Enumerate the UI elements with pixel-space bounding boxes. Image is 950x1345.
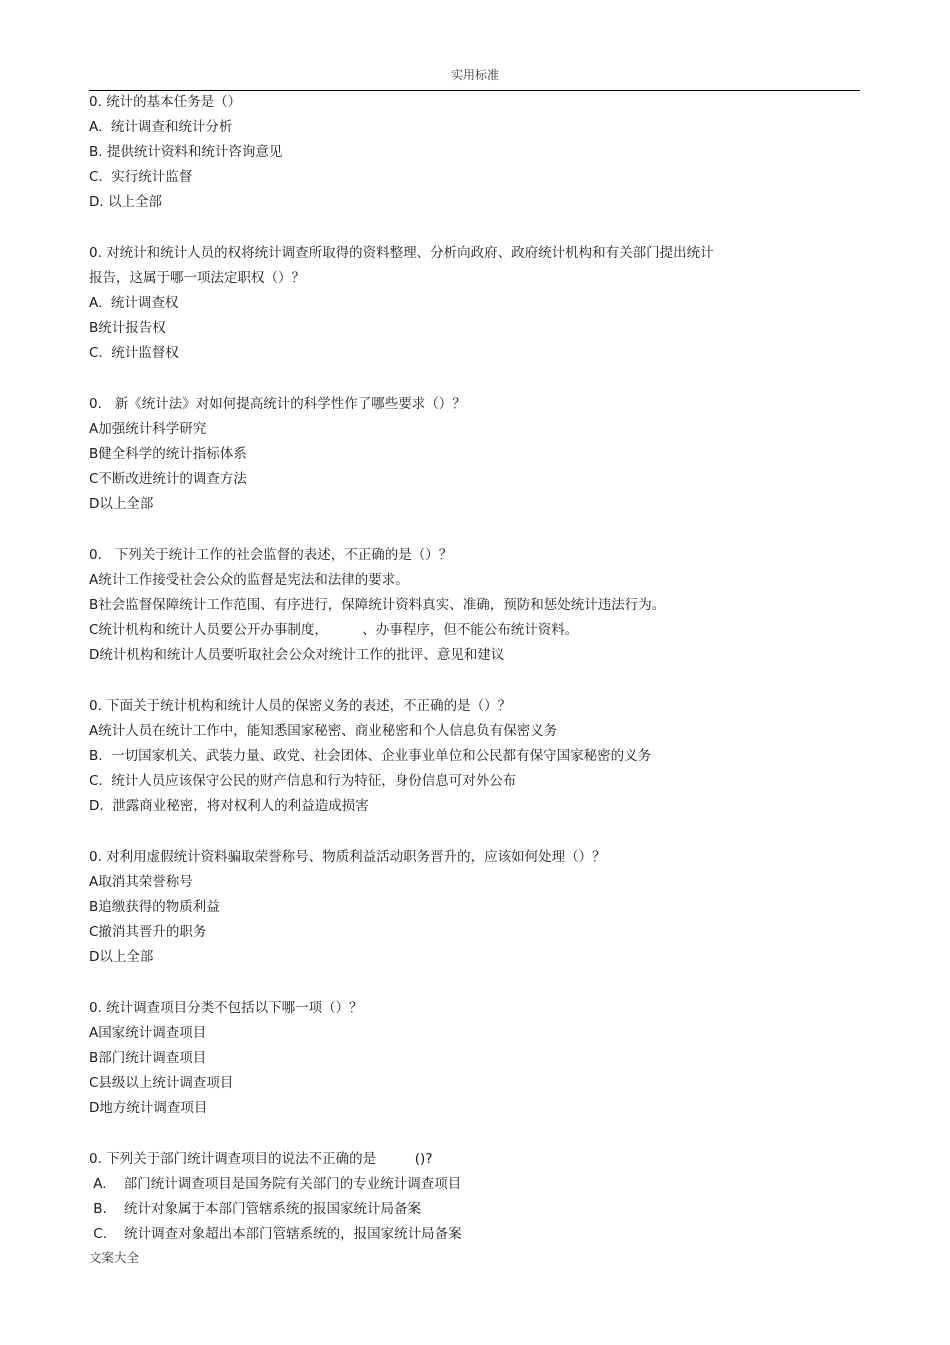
option-d: D. 以上全部	[89, 194, 162, 210]
question-4	[89, 543, 860, 668]
option-a: A国家统计调查项目	[89, 1025, 207, 1041]
option-b: B追缴获得的物质利益	[89, 899, 220, 915]
question-5	[89, 694, 860, 819]
option-b: B社会监督保障统计工作范围、有序进行，保障统计资料真实、准确，预防和惩处统计违法行为。	[89, 597, 666, 613]
option-b: B部门统计调查项目	[89, 1050, 207, 1066]
page-header: 实用标准	[450, 68, 499, 82]
option-a: A统计人员在统计工作中，能知悉国家秘密、商业秘密和个人信息负有保密义务	[89, 723, 558, 739]
option-c: C县级以上统计调查项目	[89, 1075, 234, 1091]
option-c: C不断改进统计的调查方法	[89, 471, 247, 487]
option-b: B健全科学的统计指标体系	[89, 446, 247, 462]
page-footer: 文案大全	[89, 1250, 140, 1265]
option-b: B. 提供统计资料和统计咨询意见	[89, 144, 283, 160]
document-body	[89, 90, 860, 1273]
option-c: C. 统计调查对象超出本部门管辖系统的，报国家统计局备案	[89, 1226, 462, 1242]
option-a: A加强统计科学研究	[89, 421, 207, 437]
option-a: A统计工作接受社会公众的监督是宪法和法律的要求。	[89, 572, 409, 588]
option-b: B. 统计对象属于本部门管辖系统的报国家统计局备案	[89, 1201, 422, 1217]
option-d: D以上全部	[89, 496, 154, 512]
option-d: D. 泄露商业秘密，将对权利人的利益造成损害	[89, 798, 369, 814]
option-a: A. 部门统计调查项目是国务院有关部门的专业统计调查项目	[89, 1176, 462, 1192]
question-stem: 0. 下列关于部门统计调查项目的说法不正确的是 ()?	[89, 1151, 433, 1167]
question-stem: 0. 统计的基本任务是（）	[89, 94, 242, 110]
question-stem-continued: 报告，这属于哪一项法定职权（）？	[89, 270, 305, 286]
option-c: C. 实行统计监督	[89, 169, 193, 185]
question-8	[89, 1147, 860, 1247]
option-d: D地方统计调查项目	[89, 1100, 208, 1116]
option-b: B. 一切国家机关、武装力量、政党、社会团体、企业事业单位和公民都有保守国家秘密的义务	[89, 748, 652, 764]
option-a: A. 统计调查和统计分析	[89, 119, 233, 135]
question-2	[89, 241, 860, 366]
question-7	[89, 996, 860, 1121]
option-c: C统计机构和统计人员要公开办事制度， 、办事程序，但不能公布统计资料。	[89, 622, 579, 638]
question-stem: 0. 对利用虚假统计资料骗取荣誉称号、物质利益活动职务晋升的，应该如何处理（）？	[89, 849, 606, 865]
question-stem: 0. 下列关于统计工作的社会监督的表述，不正确的是（）？	[89, 547, 453, 563]
option-d: D统计机构和统计人员要听取社会公众对统计工作的批评、意见和建议	[89, 647, 505, 663]
option-c: C. 统计监督权	[89, 345, 179, 361]
option-a: A取消其荣誉称号	[89, 874, 193, 890]
question-1	[89, 90, 860, 215]
question-stem: 0. 下面关于统计机构和统计人员的保密义务的表述，不正确的是（）？	[89, 698, 512, 714]
option-d: D以上全部	[89, 949, 154, 965]
option-c: C撤消其晋升的职务	[89, 924, 207, 940]
question-6	[89, 845, 860, 970]
option-a: A. 统计调查权	[89, 295, 179, 311]
question-stem: 0. 新《统计法》对如何提高统计的科学性作了哪些要求（）？	[89, 396, 466, 412]
question-3	[89, 392, 860, 517]
question-stem: 0. 对统计和统计人员的权将统计调查所取得的资料整理、分析向政府、政府统计机构和有关部门提出统计	[89, 245, 714, 261]
question-stem: 0. 统计调查项目分类不包括以下哪一项（）？	[89, 1000, 363, 1016]
option-c: C. 统计人员应该保守公民的财产信息和行为特征，身份信息可对外公布	[89, 773, 517, 789]
option-b: B统计报告权	[89, 320, 166, 336]
